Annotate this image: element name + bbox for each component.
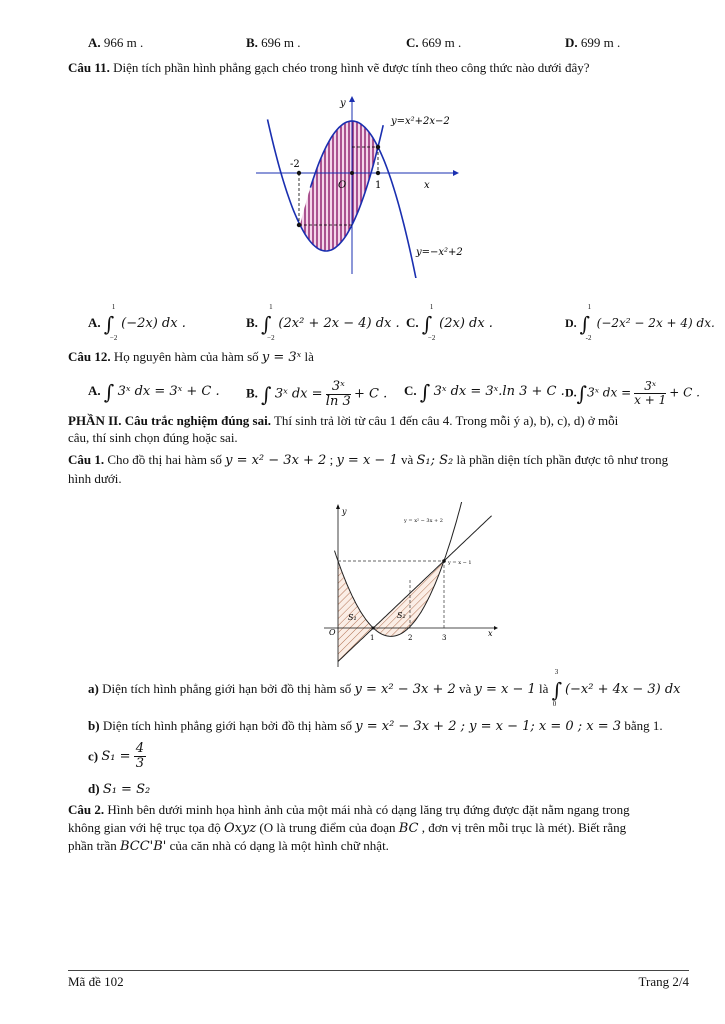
- q10-options: [0, 35, 725, 55]
- q12-text-prefix: Họ nguyên hàm của hàm số: [113, 349, 259, 364]
- c1-statement-b[interactable]: b) Diện tích hình phẳng giới hạn bởi đồ thị hàm số y = x² − 3x + 2 ; y = x − 1; x = 0 ; x = 3 bằng 1.: [88, 718, 663, 734]
- c1-tick-2: 2: [408, 634, 413, 642]
- c1-stem-line2: [68, 471, 689, 487]
- c1-statement-c[interactable]: c) S₁ = $\frac{4}{3}$: [88, 741, 145, 771]
- part2-text2: câu, thí sinh chọn đúng hoặc sai.: [68, 430, 238, 445]
- q11-point: [376, 145, 380, 149]
- q12-text-suffix: là: [304, 349, 314, 364]
- q12-option-b[interactable]: B. ∫ 3ˣ dx = $\frac{\text{3ˣ}}{\ln 3}$ + C .: [246, 379, 388, 409]
- c1-stem-line1: Câu 1. Cho đồ thị hai hàm số y = x² − 3x + 2 ; y = x − 1 và S₁; S₂ là phần diện tích phần được tô như trong: [68, 452, 669, 468]
- c1-statement-d[interactable]: d) S₁ = S₂: [88, 781, 151, 797]
- q11-point: [297, 223, 301, 227]
- q10-option-c[interactable]: C. 669 m .: [406, 35, 462, 50]
- q11-option-d[interactable]: D. ∫ 1 -2 (−2x² − 2x + 4) dx.: [565, 303, 715, 342]
- q11-origin-label: O: [338, 180, 347, 191]
- q11-text: Diện tích phần hình phẳng gạch chéo trong hình vẽ được tính theo công thức nào dưới đây?: [113, 60, 590, 75]
- part2-intro-line2: [68, 430, 689, 446]
- q11-point: [376, 171, 380, 175]
- q12-function: y = 3ˣ: [261, 350, 302, 365]
- c2-label: Câu 2.: [68, 802, 105, 817]
- q11-tick-neg2: -2: [290, 159, 300, 170]
- q11-option-a[interactable]: A. ∫ 1 −2 (−2x) dx .: [88, 303, 186, 342]
- c1-region-s2: [373, 561, 444, 636]
- q12-option-d[interactable]: D.∫3ˣ dx = $\frac{\text{3ˣ}}{x + 1}$ + C .: [565, 379, 700, 407]
- q11-x-label: x: [424, 180, 430, 191]
- q10-option-b[interactable]: B. 696 m .: [246, 35, 301, 50]
- c1-statement-a[interactable]: a) Diện tích hình phẳng giới hạn bởi đồ thị hàm số y = x² − 3x + 2 và y = x − 1 là ∫ 3 0 (−x² + 4x − 3) dx: [88, 668, 681, 708]
- q12-label: Câu 12.: [68, 349, 111, 364]
- part2-intro-line1: [68, 413, 689, 429]
- c1-figure: [320, 502, 502, 670]
- c1-tick-1: 1: [370, 634, 375, 642]
- q11-curve-top-label: y=x²+2x−2: [391, 116, 450, 127]
- c1-label: Câu 1.: [68, 452, 105, 467]
- q12-option-c[interactable]: C. ∫ 3ˣ dx = 3ˣ.ln 3 + C .: [404, 380, 565, 404]
- c2-line2: không gian với hệ trục tọa độ Oxyz (O là trung điểm của đoạn BC , đơn vị trên mỗi trục là mét). Biết rằng: [68, 820, 627, 836]
- q11-curve-bottom-label: y=−x²+2: [416, 247, 463, 258]
- c2-text1: Hình bên dưới minh họa hình ảnh của một mái nhà có dạng lăng trụ đứng được đặt nằm ngang trong: [107, 802, 630, 817]
- part2-text1: Thí sinh trả lời từ câu 1 đến câu 4. Trong mỗi ý a), b), c), d) ở mỗi: [273, 413, 619, 428]
- c1-text1b: và: [400, 452, 414, 467]
- q11-tick-1: 1: [375, 180, 382, 191]
- q11-figure: [248, 92, 468, 278]
- q11-options: [0, 303, 725, 349]
- q11-label: Câu 11.: [68, 60, 110, 75]
- c1-text2: hình dưới.: [68, 471, 122, 486]
- footer-exam-code: Mã đề 102: [68, 974, 124, 989]
- c1-line-label: y = x − 1: [448, 560, 472, 566]
- part2-heading: PHẦN II. Câu trắc nghiệm đúng sai.: [68, 413, 271, 428]
- c1-intersection-point: [372, 627, 375, 630]
- c1-text1a: Cho đồ thị hai hàm số: [107, 452, 222, 467]
- c1-y-arrow-icon: [336, 504, 340, 509]
- c1-curve-label: y = x² − 3x + 2: [404, 518, 443, 524]
- c1-y-label: y: [342, 507, 347, 516]
- q12-stem: [68, 349, 689, 365]
- c1-origin-label: O: [329, 628, 336, 637]
- c2-line3: phần trần BCC'B' của căn nhà có dạng là một hình chữ nhật.: [68, 838, 389, 854]
- q10-option-d[interactable]: D. 699 m .: [565, 35, 621, 50]
- q10-option-a[interactable]: A. 966 m .: [88, 35, 144, 50]
- footer-page-number: Trang 2/4: [638, 974, 689, 989]
- c1-f1: y = x² − 3x + 2: [225, 453, 327, 468]
- q11-stem: [68, 60, 689, 76]
- c2-line1: [68, 802, 689, 818]
- c1-x-label: x: [488, 629, 493, 638]
- c1-x-arrow-icon: [494, 626, 498, 630]
- q11-point: [297, 171, 301, 175]
- c1-text1c: là phần diện tích phần được tô như trong: [456, 452, 669, 467]
- q11-option-c[interactable]: C. ∫ 1 −2 (2x) dx .: [406, 303, 493, 342]
- c1-s-pair: S₁; S₂: [416, 453, 454, 468]
- c1-f2: y = x − 1: [336, 453, 398, 468]
- q11-y-arrow-icon: [349, 96, 355, 102]
- q11-option-b[interactable]: B. ∫ 1 −2 (2x² + 2x − 4) dx .: [246, 303, 400, 342]
- q11-y-label: y: [340, 98, 346, 109]
- c1-s2-label: S₂: [397, 611, 406, 620]
- q12-options: [0, 370, 725, 410]
- c1-line-curve: [338, 516, 492, 662]
- q11-origin-point: [350, 171, 354, 175]
- c1-intersection-point: [442, 559, 446, 563]
- c1-s1-label: S₁: [348, 613, 357, 622]
- footer-divider: [68, 970, 689, 971]
- q12-option-a[interactable]: A. ∫ 3ˣ dx = 3ˣ + C .: [88, 380, 220, 404]
- c1-tick-3: 3: [442, 634, 447, 642]
- q11-x-arrow-icon: [453, 170, 459, 176]
